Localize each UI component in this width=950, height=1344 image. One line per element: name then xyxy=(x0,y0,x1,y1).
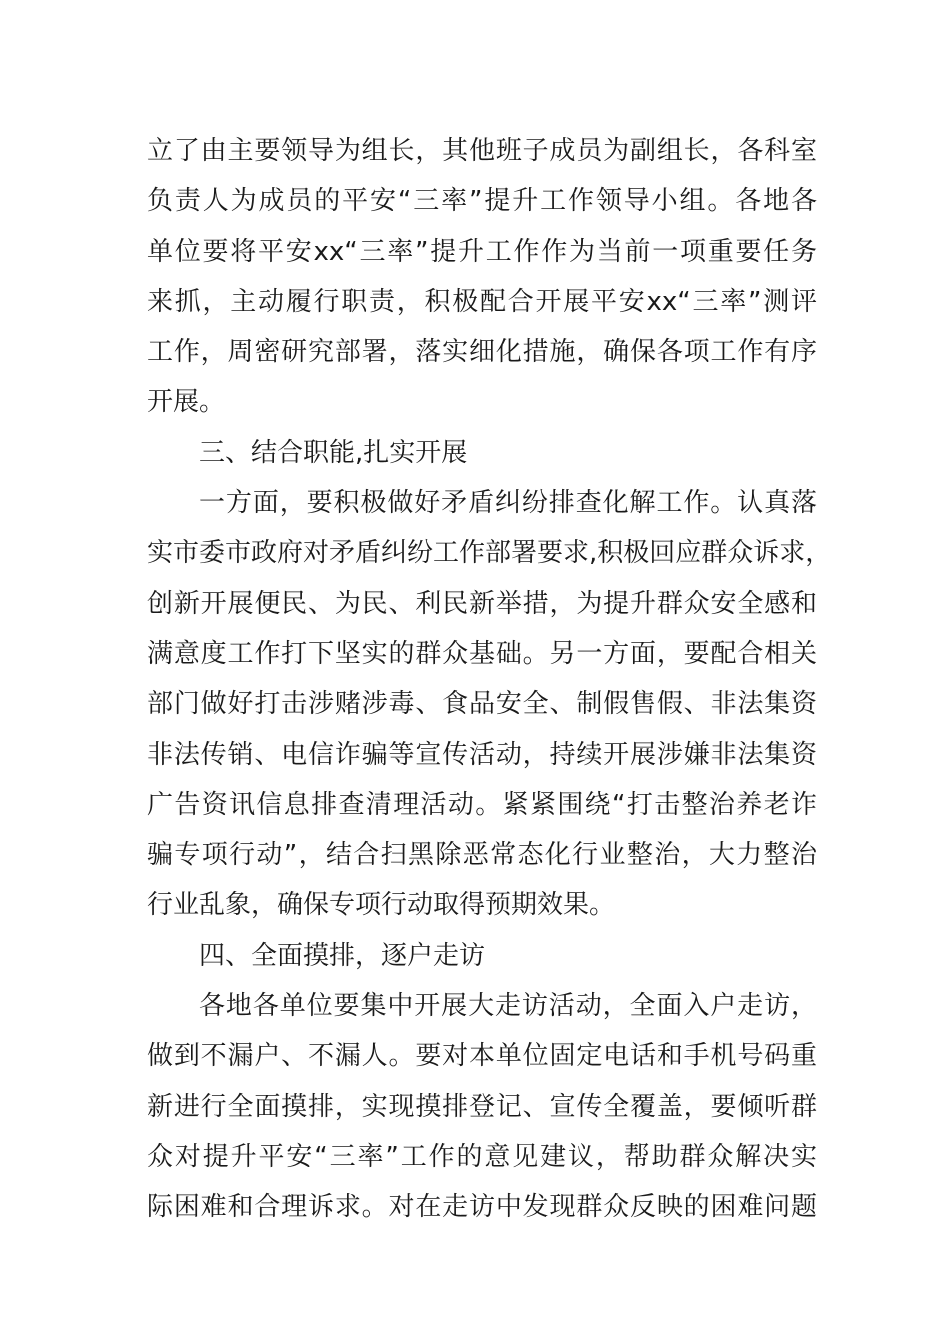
text-line: 际困难和合理诉求。对在走访中发现群众反映的困难问题 xyxy=(147,1192,817,1223)
text-line: 众对提升平安“三率”工作的意见建议，帮助群众解决实 xyxy=(147,1141,817,1172)
text-line: 创新开展便民、为民、利民新举措，为提升群众安全感和 xyxy=(147,588,817,619)
text-line: 来抓，主动履行职责，积极配合开展平安xx“三率”测评 xyxy=(147,286,817,317)
text-line: 工作，周密研究部署，落实细化措施，确保各项工作有序 xyxy=(147,337,817,368)
section-heading-4: 四、全面摸排，逐户走访 xyxy=(199,940,486,971)
document-body xyxy=(147,126,832,1233)
text-line: 各地各单位要集中开展大走访活动，全面入户走访， xyxy=(199,991,817,1022)
text-line: 一方面，要积极做好矛盾纠纷排查化解工作。认真落 xyxy=(199,488,817,519)
text-line: 行业乱象，确保专项行动取得预期效果。 xyxy=(147,890,616,921)
text-line: 实市委市政府对矛盾纠纷工作部署要求,积极回应群众诉求， xyxy=(147,538,832,569)
text-line: 非法传销、电信诈骗等宣传活动，持续开展涉嫌非法集资 xyxy=(147,739,817,770)
text-line: 单位要将平安xx“三率”提升工作作为当前一项重要任务 xyxy=(147,236,817,267)
text-line: 新进行全面摸排，实现摸排登记、宣传全覆盖，要倾听群 xyxy=(147,1091,817,1122)
text-line: 开展。 xyxy=(147,387,226,418)
section-heading-3: 三、结合职能,扎实开展 xyxy=(199,437,468,468)
text-line: 广告资讯信息排查清理活动。紧紧围绕“打击整治养老诈 xyxy=(147,789,817,820)
text-line: 满意度工作打下坚实的群众基础。另一方面，要配合相关 xyxy=(147,638,817,669)
text-line: 立了由主要领导为组长，其他班子成员为副组长，各科室 xyxy=(147,136,817,166)
text-line: 骗专项行动”，结合扫黑除恶常态化行业整治，大力整治 xyxy=(147,840,817,871)
text-line: 部门做好打击涉赌涉毒、食品安全、制假售假、非法集资 xyxy=(147,689,817,720)
text-line: 做到不漏户、不漏人。要对本单位固定电话和手机号码重 xyxy=(147,1041,817,1072)
text-line: 负责人为成员的平安“三率”提升工作领导小组。各地各 xyxy=(147,186,817,217)
